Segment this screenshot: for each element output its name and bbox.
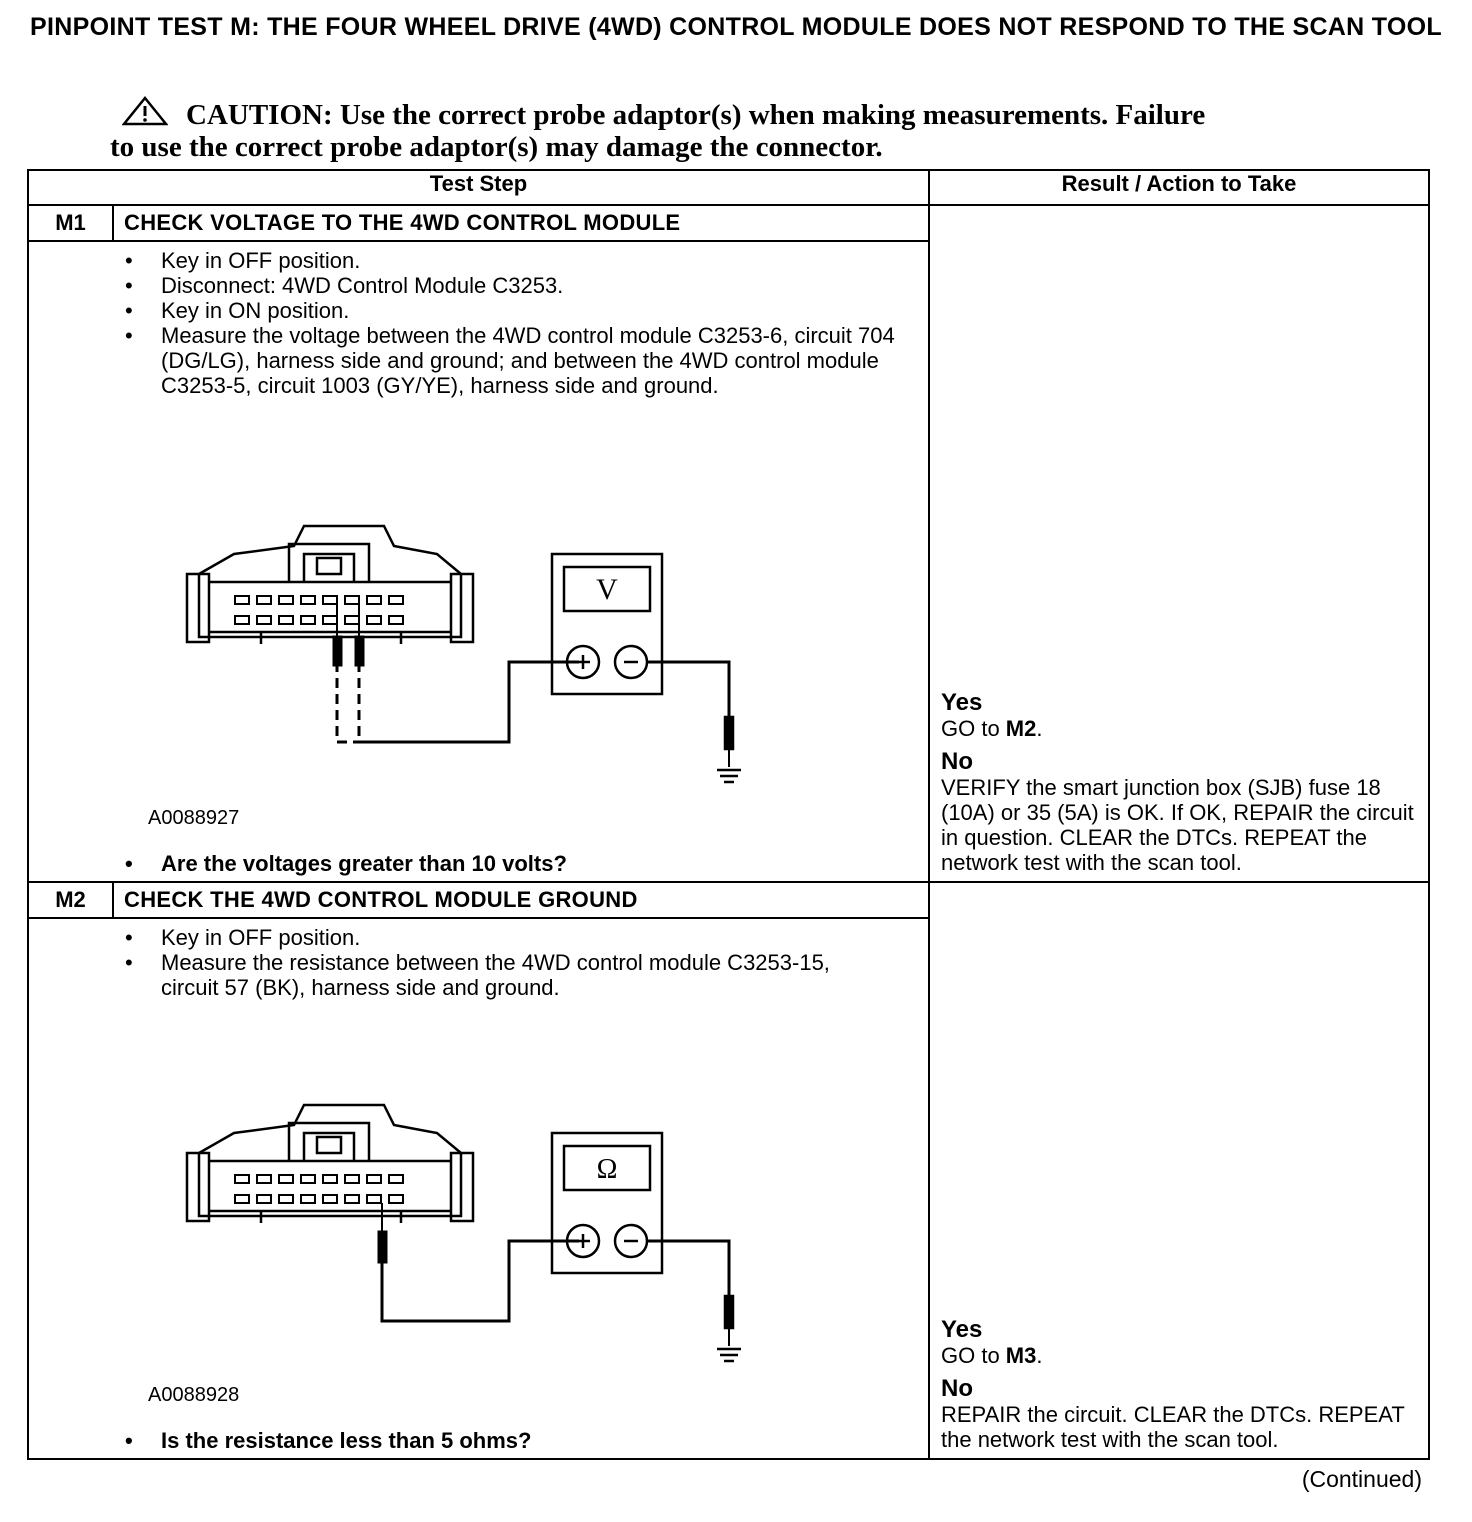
step-id: M2 [29,883,114,917]
figure-id: A0088928 [148,1384,240,1406]
step-row-m2 [28,882,1429,1459]
step-row-m1 [28,205,1429,882]
no-action: VERIFY the smart junction box (SJB) fuse 18 (10A) or 35 (5A) is OK. If OK, REPAIR the circuit in question. CLEAR the DTCs. REPEAT the network test with the scan tool. [941,775,1414,875]
page-title: PINPOINT TEST M: THE FOUR WHEEL DRIVE (4WD) CONTROL MODULE DOES NOT RESPOND TO THE SCAN TOOL [30,13,1442,41]
yes-action: GO to M2. [941,716,1043,741]
continued-note: (Continued) [1301,1466,1422,1492]
instruction-item: • Disconnect: 4WD Control Module C3253. [123,273,901,298]
step-instructions [123,248,901,398]
figure-id: A0088927 [148,807,240,829]
connector-c3253-icon [187,1105,473,1223]
caution-text-2: to use the correct probe adaptor(s) may damage the connector. [110,131,883,163]
connector-pins [235,1175,403,1203]
resistance-measurement-diagram [179,1091,779,1371]
probe-icon [378,1203,579,1321]
yes-label: Yes [941,1316,983,1343]
instruction-item: • Measure the voltage between the 4WD control module C3253-6, circuit 704 (DG/LG), harness side and ground; and between the 4WD control module C3253-5, circuit 1003 (GY/YE), harness side and ground. [123,323,901,398]
no-label: No [941,1375,973,1402]
yes-label: Yes [941,689,983,716]
voltmeter-icon [552,554,741,782]
meter-symbol: Ω [596,1154,618,1185]
no-action: REPAIR the circuit. CLEAR the DTCs. REPEAT the network test with the scan tool. [941,1402,1405,1452]
yes-action: GO to M3. [941,1343,1043,1368]
warning-triangle-icon [122,96,168,126]
header-test-step: Test Step [28,170,929,205]
test-question: • Are the voltages greater than 10 volts? [125,851,567,876]
step-header [29,883,928,919]
caution-text-1: Use the correct probe adaptor(s) when making measurements. Failure [339,99,1206,131]
step-title: CHECK THE 4WD CONTROL MODULE GROUND [124,887,638,912]
ohmmeter-icon [552,1133,741,1361]
instruction-item: • Key in OFF position. [123,925,841,950]
connector-c3253-icon [187,526,473,644]
step-title: CHECK VOLTAGE TO THE 4WD CONTROL MODULE [124,210,681,235]
header-result: Result / Action to Take [929,170,1429,205]
instruction-item: • Key in OFF position. [123,248,901,273]
step-id: M1 [29,206,114,240]
instruction-item: • Measure the resistance between the 4WD control module C3253-15, circuit 57 (BK), harness side and ground. [123,950,841,1000]
result-action [941,690,1420,875]
caution-label: CAUTION: [186,99,333,131]
pinpoint-test-table [27,169,1430,1460]
step-header [29,206,928,242]
caution-notice [110,96,1370,163]
test-question: • Is the resistance less than 5 ohms? [125,1428,532,1453]
voltage-measurement-diagram [179,512,779,792]
no-label: No [941,748,973,775]
result-action [941,1317,1420,1452]
connector-pins [235,596,403,624]
instruction-item: • Key in ON position. [123,298,901,323]
meter-symbol: V [596,573,618,606]
step-instructions [123,925,841,1000]
